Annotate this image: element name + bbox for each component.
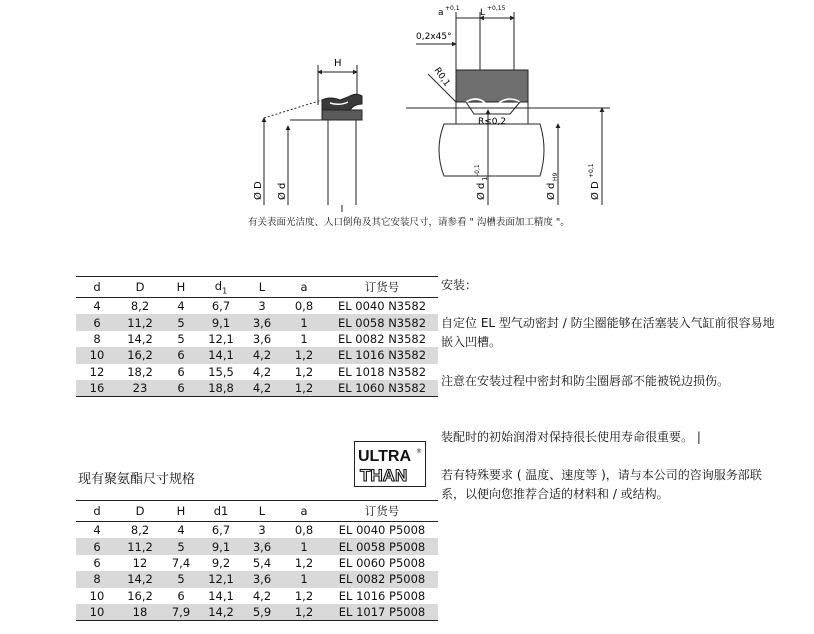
- label-a-tol: +0,1: [445, 5, 460, 12]
- install-para-4: 若有特殊要求 ( 温度、速度等 )，请与本公司的咨询服务部联系，以便向您推荐合适的材料和 / 或结构。: [441, 468, 762, 501]
- header-d1: $d_1$: [200, 277, 242, 298]
- label-L: L: [480, 8, 486, 18]
- header-D: D: [118, 501, 162, 522]
- table-row: 16 23 6 18,8 4,2 1,2 EL 1060 N3582: [76, 380, 438, 397]
- install-para-3: 装配时的初始润滑对保持很长使用寿命很重要。 |: [441, 430, 701, 444]
- table-p5008: [76, 500, 438, 621]
- label-chamfer: 0,2x45°: [416, 32, 452, 42]
- table-row: 12 18,2 6 15,5 4,2 1,2 EL 1018 N3582: [89, 364, 427, 379]
- label-phi-d: Ø d: [277, 182, 288, 200]
- install-heading: 安装：: [441, 278, 478, 292]
- table-header: [76, 277, 438, 298]
- technical-drawing: [230, 0, 630, 240]
- header-D: D: [118, 277, 162, 298]
- label-phi-D: Ø D: [253, 181, 264, 200]
- label-a: a: [438, 8, 444, 18]
- install-para-1: 自定位 EL 型气动密封 / 防尘圈能够在活塞装入气缸前很容易地嵌入凹槽。: [441, 316, 775, 349]
- header-H: H: [162, 501, 200, 522]
- svg-text:H9: H9: [552, 172, 559, 181]
- svg-text:THAN: THAN: [360, 466, 408, 485]
- header-L: L: [242, 277, 282, 298]
- install-para-2: 注意在安装过程中密封和防尘圈唇部不能被锐边损伤。: [441, 374, 730, 388]
- drawing-caption: 有关表面光洁度、人口倒角及其它安装尺寸，请参看 " 沟槽表面加工精度 "。: [248, 217, 570, 228]
- header-a: a: [282, 501, 326, 522]
- svg-text:Ø D: Ø D: [590, 181, 601, 200]
- table-row: 4 8,2 4 6,7 3 0,8 EL 0040 N3582: [93, 299, 427, 314]
- header-order-no: 订货号: [326, 501, 438, 522]
- label-phi-D-right: [588, 163, 601, 200]
- table-row: 8 14,2 5 12,1 3,6 1 EL 0082 P5008: [76, 571, 438, 587]
- svg-text:Ø d: Ø d: [546, 182, 557, 200]
- header-order-no: 订货号: [326, 277, 438, 298]
- table-row: 6 11,2 5 9,1 3,6 1 EL 0058 P5008: [76, 538, 438, 554]
- ultrathan-logo: [354, 441, 426, 487]
- label-phi-d1: [474, 164, 489, 200]
- svg-text:+0,1: +0,1: [588, 163, 595, 178]
- table-n3582: [76, 276, 438, 397]
- label-R01: R0,1: [431, 65, 452, 89]
- header-a: a: [282, 277, 326, 298]
- table-row: 6 12 7,4 9,2 5,4 1,2 EL 0060 P5008: [93, 555, 426, 570]
- table-row: 8 14,2 5 12,1 3,6 1 EL 0082 N3582: [93, 331, 427, 346]
- label-R02: R≤0,2: [478, 117, 507, 127]
- label-phi-dH9: [545, 172, 559, 200]
- table-header: [76, 501, 438, 522]
- header-d: d: [76, 277, 118, 298]
- table-row: 4 8,2 4 6,7 3 0,8 EL 0040 P5008: [93, 523, 426, 538]
- section-subtitle: 现有聚氨酯尺寸规格: [78, 472, 196, 487]
- svg-text:-0,1: -0,1: [474, 164, 481, 176]
- svg-text:®: ®: [416, 448, 422, 455]
- table-row: 6 11,2 5 9,1 3,6 1 EL 0058 N3582: [76, 314, 438, 330]
- header-d1: d1: [200, 501, 242, 522]
- table-row: 10 16,2 6 14,1 4,2 1,2 EL 1016 P5008: [89, 588, 426, 603]
- svg-text:ULTRA: ULTRA: [358, 448, 412, 465]
- header-L: L: [242, 501, 282, 522]
- label-L-tol: +0,15: [487, 5, 506, 12]
- label-H: H: [334, 58, 342, 69]
- header-d: d: [76, 501, 118, 522]
- table-row: 10 16,2 6 14,1 4,2 1,2 EL 1016 N3582: [76, 347, 438, 363]
- svg-text:Ø d: Ø d: [476, 182, 487, 200]
- header-H: H: [162, 277, 200, 298]
- svg-text:1: 1: [481, 176, 489, 181]
- table-row: 10 18 7,9 14,2 5,9 1,2 EL 1017 P5008: [76, 604, 438, 621]
